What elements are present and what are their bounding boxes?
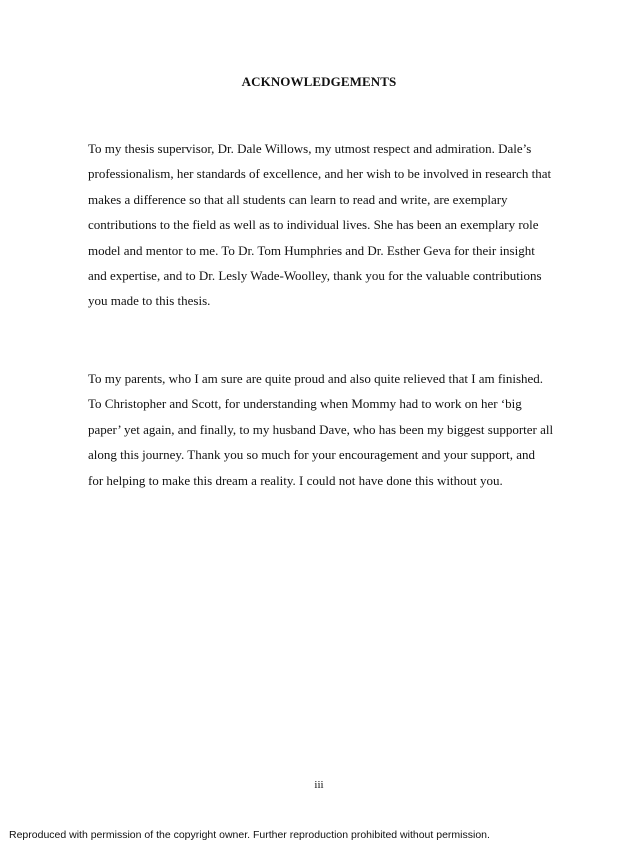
acknowledgement-paragraph-2 [88,372,558,499]
text-line: along this journey. Thank you so much for your encouragement and your support, and [88,447,535,463]
text-line: for helping to make this dream a reality. I could not have done this without you. [88,472,503,488]
text-line: To Christopher and Scott, for understanding when Mommy had to work on her ‘big [88,396,522,412]
text-line: contributions to the field as well as to individual lives. She has been an exemplary role [88,217,539,233]
copyright-footer: Reproduced with permission of the copyright owner. Further reproduction prohibited without permission. [9,829,490,841]
text-line: paper’ yet again, and finally, to my husband Dave, who has been my biggest supporter all [88,421,554,437]
page-title: ACKNOWLEDGEMENTS [241,74,397,89]
text-line: model and mentor to me. To Dr. Tom Humphries and Dr. Esther Geva for their insight [88,242,535,258]
page-number: iii [314,779,324,791]
text-line: professionalism, her standards of excellence, and her wish to be involved in research that [88,166,552,182]
text-line: you made to this thesis. [88,293,211,309]
text-line: and expertise, and to Dr. Lesly Wade-Woolley, thank you for the valuable contributions [88,267,542,283]
acknowledgement-paragraph-1 [88,142,558,320]
text-line: To my thesis supervisor, Dr. Dale Willows, my utmost respect and admiration. Dale’s [88,141,532,156]
text-line: To my parents, who I am sure are quite proud and also quite relieved that I am finished. [88,371,544,386]
text-line: makes a difference so that all students can learn to read and write, are exemplary [88,191,508,207]
